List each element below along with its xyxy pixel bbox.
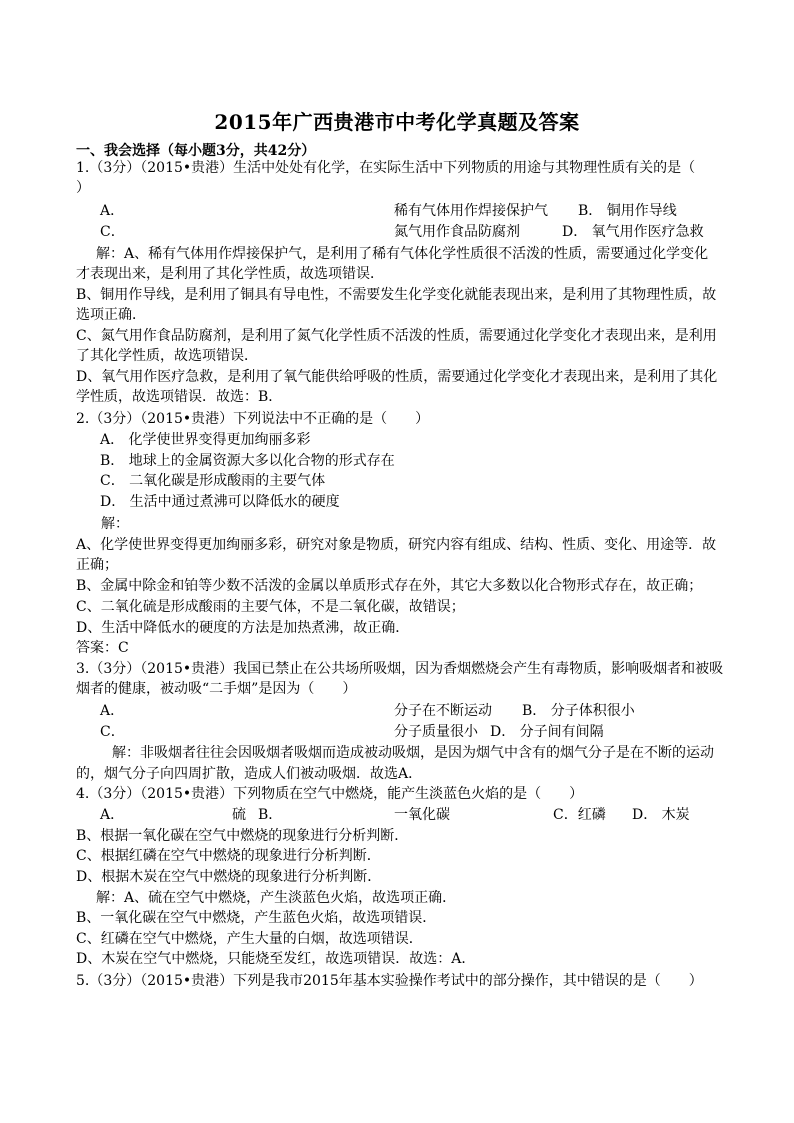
q1-stem-line1: 1.（3分）（2015•贵港）生活中处处有化学，在实际生活中下列物质的用途与其物理性质有关的是（ — [76, 160, 696, 176]
q1-option-a-label: A． — [100, 203, 125, 219]
q1-explanation-line5: C、氮气用作食品防腐剂，是利用了氮气化学性质不活泼的性质，需要通过化学变化才表现出来，是利用 — [76, 328, 717, 344]
q3-explanation-line2: 的，烟气分子向四周扩散，造成人们被动吸烟．故选A． — [76, 766, 423, 782]
q3-option-a-label: A． — [100, 703, 125, 719]
q1-explanation-line3: B、铜用作导线，是利用了铜具有导电性，不需要发生化学变化就能表现出来，是利用了其物理性质，故 — [76, 287, 717, 303]
q3-option-c-label: C． — [100, 724, 125, 740]
q3-stem-line2: 烟者的健康，被动吸“二手烟”是因为（ ） — [76, 681, 357, 697]
section-heading: 一、我会选择（每小题3分，共42分） — [76, 143, 316, 159]
q2-explanation-line1: A、化学使世界变得更加绚丽多彩，研究对象是物质，研究内容有组成、结构、性质、变化、用途等．故 — [76, 537, 717, 553]
q4-option-a-text: 硫 — [232, 807, 246, 823]
q4-explanation-line3: C、红磷在空气中燃烧，产生大量的白烟，故选项错误． — [76, 931, 423, 947]
q2-option-b: B． 地球上的金属资源大多以化合物的形式存在 — [100, 453, 395, 469]
q4-explanation-line4: D、木炭在空气中燃烧，只能烧至发红，故选项错误．故选：A． — [76, 951, 476, 967]
q2-option-a: A． 化学使世界变得更加绚丽多彩 — [100, 432, 311, 448]
q2-stem: 2.（3分）（2015•贵港）下列说法中不正确的是（ ） — [76, 411, 430, 427]
q3-stem-line1: 3.（3分）（2015•贵港）我国已禁止在公共场所吸烟，因为香烟燃烧会产生有毒物质，影响吸烟者和被吸 — [76, 661, 724, 677]
q1-option-c-text: 氮气用作食品防腐剂 — [394, 224, 520, 240]
q1-explanation-line2: 才表现出来，是利用了其化学性质，故选项错误． — [76, 266, 384, 282]
q1-explanation-line7: D、氧气用作医疗急救，是利用了氧气能供给呼吸的性质，需要通过化学变化才表现出来，是利用了其化 — [76, 369, 718, 385]
q4-option-b-label: B． — [258, 807, 283, 823]
q4-hint-line3: D、根据木炭在空气中燃烧的现象进行分析判断． — [76, 869, 382, 885]
q2-explanation-line4: C、二氧化硫是形成酸雨的主要气体，不是二氧化碳，故错误； — [76, 599, 465, 615]
q3-option-c-text: 分子质量很小 — [394, 724, 478, 740]
q2-explanation-line3: B、金属中除金和铂等少数不活泼的金属以单质形式存在外，其它大多数以化合物形式存在，故正确； — [76, 578, 703, 594]
q2-option-c: C． 二氧化碳是形成酸雨的主要气体 — [100, 473, 326, 489]
q3-option-d: D． 分子间有间隔 — [490, 724, 604, 740]
q4-explanation-line2: B、一氧化碳在空气中燃烧，产生蓝色火焰，故选项错误． — [76, 910, 437, 926]
q1-explanation-line6: 了其化学性质，故选项错误． — [76, 348, 258, 364]
q1-option-a-text: 稀有气体用作焊接保护气 — [394, 203, 548, 219]
q3-option-a-text: 分子在不断运动 — [394, 703, 492, 719]
q1-option-b: B． 铜用作导线 — [578, 203, 677, 219]
q4-option-a-label: A． — [100, 807, 125, 823]
q1-explanation-line1: 解：A、稀有气体用作焊接保护气，是利用了稀有气体化学性质很不活泼的性质，需要通过化学变化 — [96, 246, 709, 262]
q4-hint-line2: C、根据红磷在空气中燃烧的现象进行分析判断． — [76, 848, 381, 864]
q5-stem: 5.（3分）（2015•贵港）下列是我市2015年基本实验操作考试中的部分操作，其中错误的是（ ） — [76, 973, 703, 989]
q4-stem: 4.（3分）（2015•贵港）下列物质在空气中燃烧，能产生淡蓝色火焰的是（ ） — [76, 786, 584, 802]
q4-option-b-text: 一氧化碳 — [394, 807, 450, 823]
document-title: 2015年广西贵港市中考化学真题及答案 — [214, 110, 580, 134]
q1-option-c-label: C． — [100, 224, 125, 240]
q4-explanation-line1: 解：A、硫在空气中燃烧，产生淡蓝色火焰，故选项正确． — [96, 890, 457, 906]
q1-explanation-line8: 学性质，故选项错误．故选：B． — [76, 389, 283, 405]
q2-answer: 答案：C — [76, 640, 129, 656]
q1-option-d: D． 氧气用作医疗急救 — [562, 224, 704, 240]
q4-option-d: D． 木炭 — [632, 807, 690, 823]
q4-hint-line1: B、根据一氧化碳在空气中燃烧的现象进行分析判断． — [76, 828, 409, 844]
q2-explanation-label: 解： — [101, 516, 129, 532]
q3-option-b: B． 分子体积很小 — [522, 703, 635, 719]
q4-option-c: C．红磷 — [553, 807, 606, 823]
q2-explanation-line5: D、生活中降低水的硬度的方法是加热煮沸，故正确． — [76, 620, 410, 636]
q2-explanation-line2: 正确； — [76, 557, 118, 573]
q2-option-d: D． 生活中通过煮沸可以降低水的硬度 — [100, 494, 340, 510]
q1-explanation-line4: 选项正确． — [76, 307, 146, 323]
q3-explanation-line1: 解：非吸烟者往往会因吸烟者吸烟而造成被动吸烟，是因为烟气中含有的烟气分子是在不断的运动 — [112, 745, 714, 761]
q1-stem-line2: ） — [76, 180, 90, 196]
